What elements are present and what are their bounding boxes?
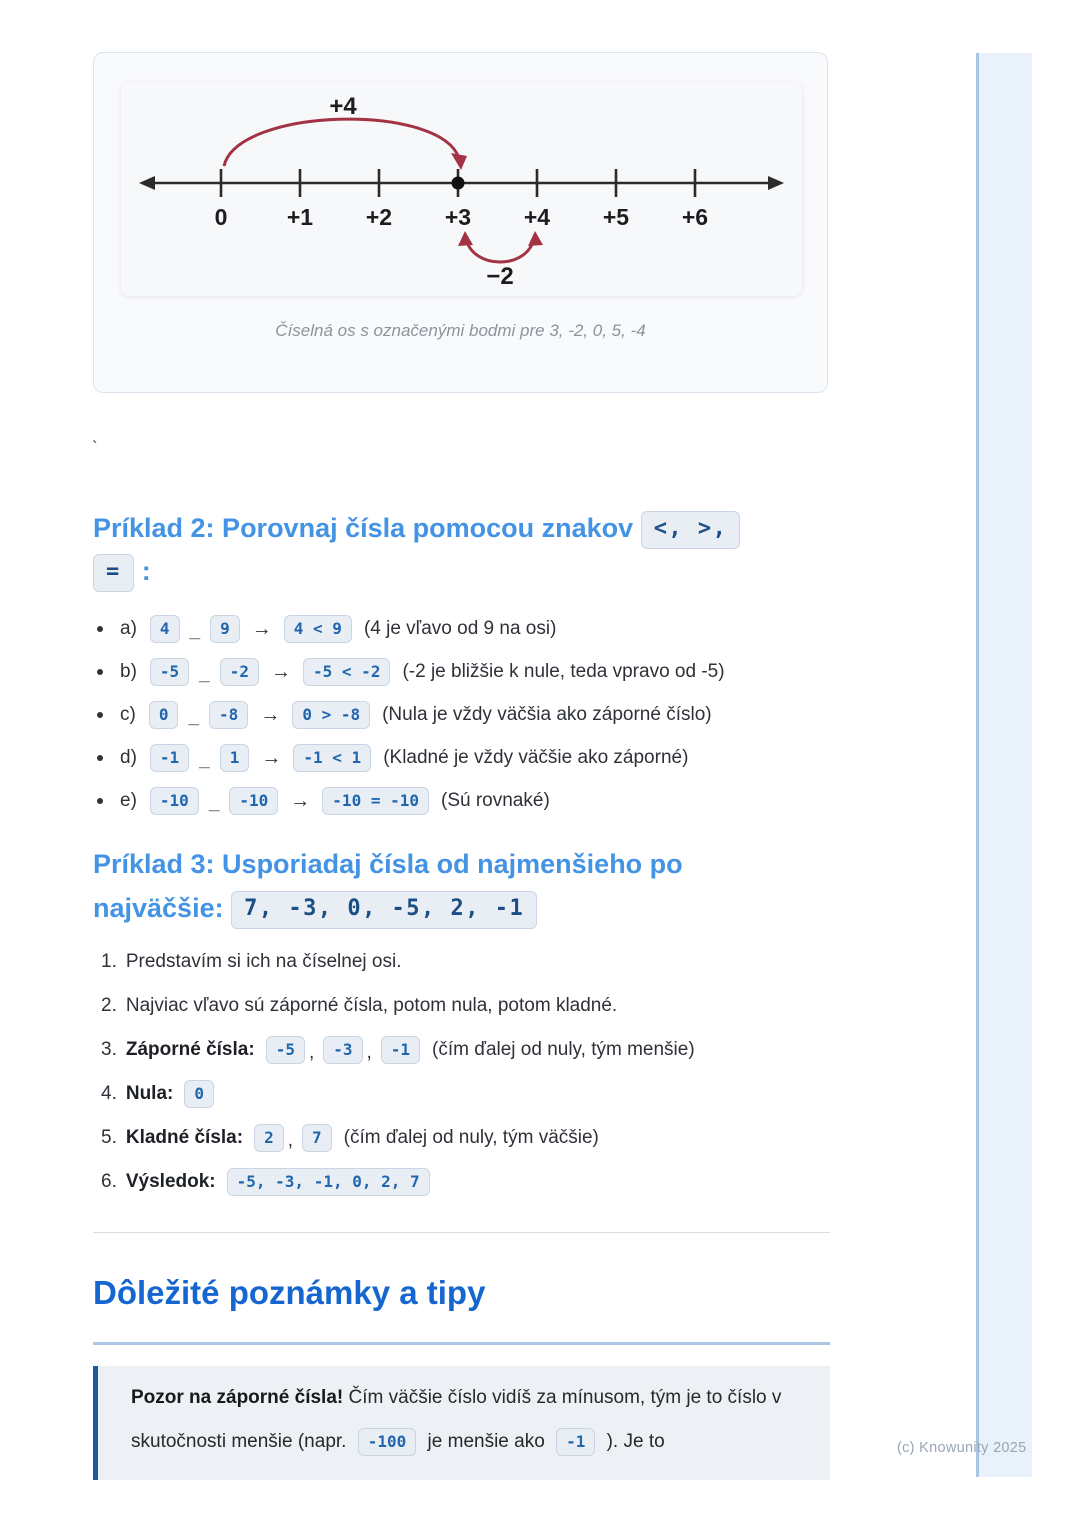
step-code: 2 — [254, 1124, 284, 1152]
operand-code: 1 — [220, 744, 250, 772]
operand-code: 0 — [149, 701, 179, 729]
step-code: -1 — [381, 1036, 420, 1064]
axis-arrow-left — [139, 176, 155, 190]
tick-label: +5 — [602, 204, 630, 230]
item-note: (Sú rovnaké) — [441, 790, 550, 811]
item-label: e) — [120, 790, 137, 811]
operand-code: -1 — [150, 744, 189, 772]
step-code: -5 — [266, 1036, 305, 1064]
inline-code: <, >, — [641, 511, 741, 549]
callout-text: Čím väčšie číslo vidíš za mínusom, tým je to číslo v skutočnosti menšie (napr. — [131, 1387, 782, 1452]
underscore-gap: _ — [199, 750, 210, 771]
step-note: (čím ďalej od nuly, tým väčšie) — [343, 1126, 599, 1148]
item-label: d) — [120, 747, 137, 768]
result-code: 4 < 9 — [284, 615, 352, 643]
jump-arc-minus2-arrowhead-left — [458, 231, 473, 246]
step-number: 6. — [101, 1170, 117, 1192]
bullet-icon — [97, 755, 103, 761]
ordering-heading-line2: najväčšie: — [93, 893, 224, 923]
ordering-code: 7, -3, 0, -5, 2, -1 — [231, 891, 537, 929]
compare-heading — [93, 507, 838, 593]
result-code: -10 = -10 — [322, 787, 429, 815]
compare-item — [97, 786, 837, 816]
axis-arrow-right — [768, 176, 784, 190]
callout-code: -100 — [358, 1428, 417, 1456]
step-code: -3 — [323, 1036, 362, 1064]
jump-label-minus2: −2 — [486, 263, 514, 290]
jump-arc-minus2-arrowhead-right — [528, 231, 543, 246]
callout-code: -1 — [556, 1428, 595, 1456]
callout-text: je menšie ako — [427, 1431, 545, 1452]
separator: , — [287, 1129, 293, 1151]
underscore-gap: _ — [189, 621, 201, 642]
point-dot — [452, 177, 465, 190]
operand-code: -10 — [229, 787, 278, 815]
compare-item — [97, 614, 837, 644]
step-item — [101, 1078, 841, 1109]
tick-label: +2 — [365, 204, 393, 230]
section-divider — [93, 1232, 830, 1233]
step-label: Nula: — [125, 1082, 174, 1104]
bullet-icon — [97, 798, 103, 804]
bullet-icon — [97, 626, 103, 632]
stray-backtick: ` — [92, 438, 98, 457]
tick-label: +6 — [681, 204, 709, 230]
tick-label: +4 — [523, 204, 551, 230]
item-label: c) — [120, 704, 136, 725]
ordering-heading-line1: Príklad 3: Usporiadaj čísla od najmenšieho po — [93, 849, 683, 879]
separator: , — [366, 1041, 372, 1063]
step-label: Výsledok: — [125, 1170, 216, 1192]
callout-text: ). Je to — [606, 1431, 665, 1452]
compare-heading-colon: : — [141, 556, 151, 586]
step-item — [101, 1166, 841, 1197]
next-page-preview-stripe — [976, 53, 1032, 1477]
figure-panel — [121, 82, 802, 296]
step-number: 3. — [101, 1038, 117, 1060]
arrow-glyph: → — [290, 789, 311, 812]
step-code: 7 — [302, 1124, 332, 1152]
step-label: Kladné čísla: — [125, 1126, 244, 1148]
step-label: Záporné čísla: — [125, 1038, 255, 1060]
tick-label: +1 — [286, 204, 314, 230]
underscore-gap: _ — [208, 793, 220, 814]
figure-card — [93, 52, 828, 393]
step-code: -5, -3, -1, 0, 2, 7 — [227, 1168, 430, 1196]
operand-code: 9 — [210, 615, 240, 643]
step-text: Najviac vľavo sú záporné čísla, potom nula, potom kladné. — [125, 994, 618, 1016]
jump-arc-minus2 — [466, 238, 534, 262]
step-item — [101, 1034, 841, 1065]
ordering-heading — [93, 842, 838, 930]
step-code: 0 — [184, 1080, 214, 1108]
step-item — [101, 990, 841, 1021]
step-number: 4. — [101, 1082, 117, 1104]
heading-underline — [93, 1342, 830, 1345]
jump-arc-plus4 — [224, 119, 459, 166]
tick-labels — [215, 204, 709, 230]
jump-label-plus4: +4 — [329, 93, 357, 120]
operand-code: 4 — [150, 615, 180, 643]
arrow-glyph: → — [260, 703, 281, 726]
callout-bold: Pozor na záporné čísla! — [131, 1387, 344, 1408]
item-note: (Kladné je vždy väčšie ako záporné) — [383, 747, 689, 768]
step-note: (čím ďalej od nuly, tým menšie) — [432, 1038, 695, 1060]
bullet-icon — [97, 669, 103, 675]
compare-item — [97, 700, 837, 730]
arrow-glyph: → — [251, 617, 272, 640]
compare-list — [97, 614, 837, 829]
step-number: 1. — [101, 950, 117, 972]
number-line-figure — [121, 82, 802, 296]
compare-heading-text: Príklad 2: Porovnaj čísla pomocou znakov — [93, 513, 634, 543]
step-item — [101, 946, 841, 977]
result-code: -5 < -2 — [303, 658, 390, 686]
figure-caption: Číselná os s označenými bodmi pre 3, -2, 0, 5, -4 — [275, 321, 646, 340]
item-label: a) — [120, 618, 137, 639]
step-item — [101, 1122, 841, 1153]
copyright-text: (c) Knowunity 2025 — [897, 1440, 1027, 1456]
operand-code: -5 — [150, 658, 189, 686]
jump-arc-plus4-arrowhead — [451, 153, 467, 170]
step-number: 2. — [101, 994, 117, 1016]
notes-heading: Dôležité poznámky a tipy — [93, 1274, 486, 1311]
item-note: (-2 je bližšie k nule, teda vpravo od -5) — [402, 661, 725, 682]
steps-list — [101, 946, 841, 1210]
inline-code: = — [93, 554, 134, 592]
item-label: b) — [120, 661, 137, 682]
underscore-gap: _ — [199, 664, 210, 685]
operand-code: -2 — [220, 658, 259, 686]
bullet-icon — [97, 712, 103, 718]
separator: , — [308, 1041, 315, 1063]
item-note: (Nula je vždy väčšia ako záporné číslo) — [382, 704, 712, 725]
operand-code: -8 — [209, 701, 248, 729]
operand-code: -10 — [150, 787, 199, 815]
step-number: 5. — [101, 1126, 117, 1148]
step-text: Predstavím si ich na číselnej osi. — [125, 950, 402, 972]
tick-label: +3 — [444, 204, 472, 230]
arrow-glyph: → — [271, 660, 292, 683]
underscore-gap: _ — [188, 707, 200, 728]
arrow-glyph: → — [261, 746, 282, 769]
compare-item — [97, 657, 837, 687]
compare-item — [97, 743, 837, 773]
warning-callout — [93, 1366, 830, 1480]
result-code: 0 > -8 — [292, 701, 370, 729]
tick-label: 0 — [214, 204, 228, 230]
item-note: (4 je vľavo od 9 na osi) — [363, 618, 557, 639]
result-code: -1 < 1 — [293, 744, 371, 772]
